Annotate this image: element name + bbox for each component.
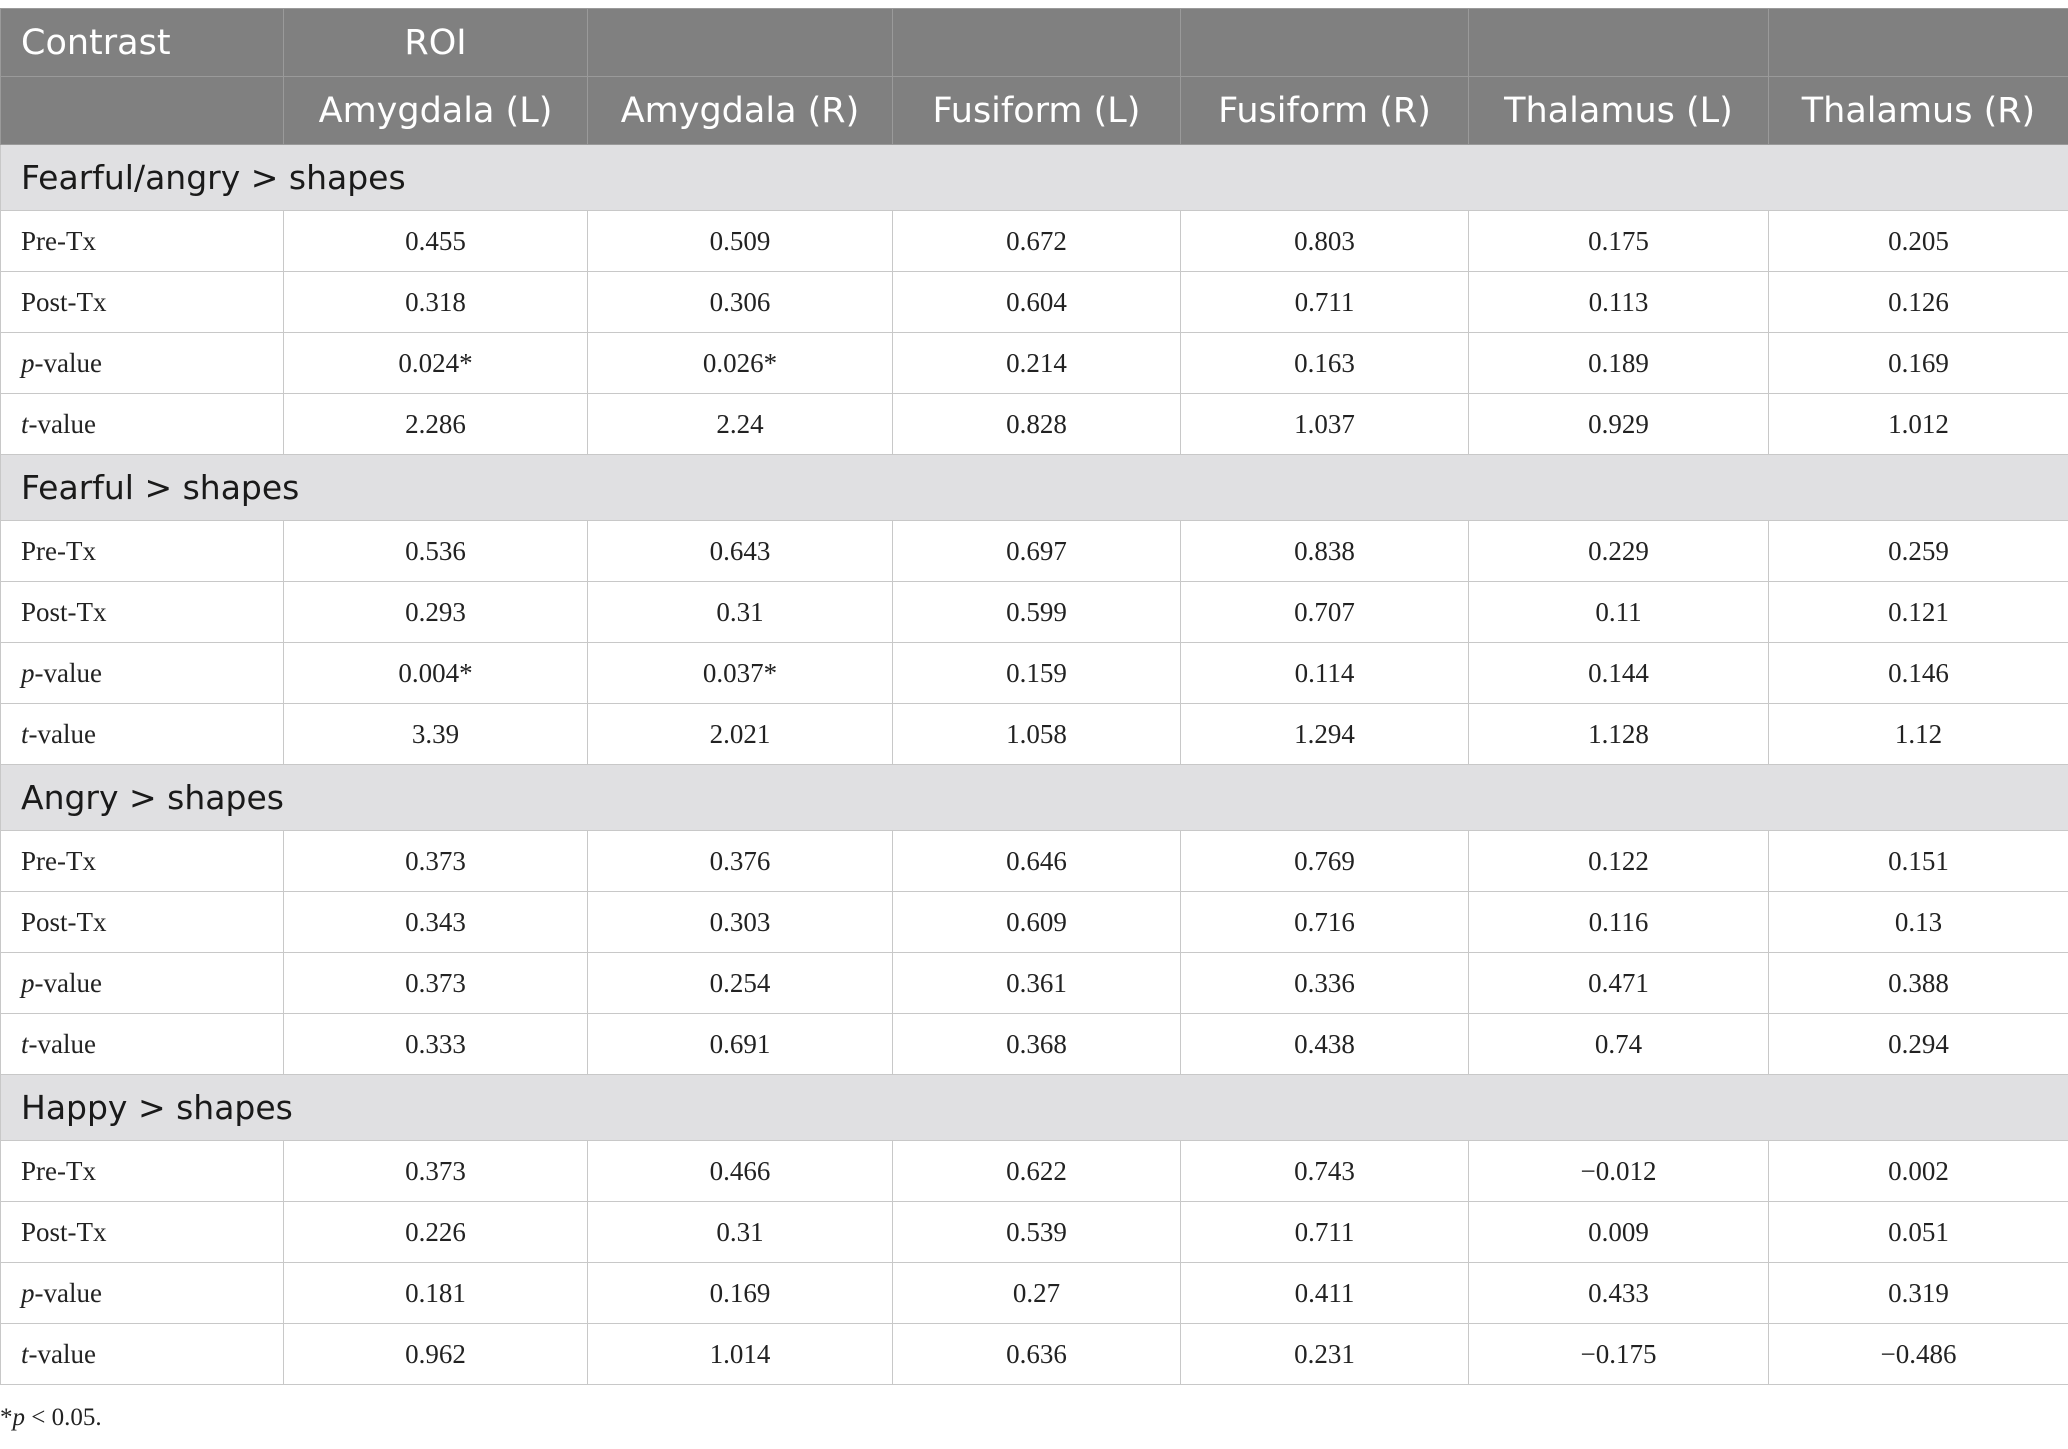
row-label (1, 643, 284, 704)
table-row (1, 953, 2068, 1014)
table-cell: 0.803 (1181, 211, 1469, 272)
table-cell: 0.691 (588, 1014, 893, 1075)
table-cell: 0.159 (893, 643, 1181, 704)
row-label: Post-Tx (1, 1202, 284, 1263)
table-cell: 0.471 (1469, 953, 1769, 1014)
table-row (1, 704, 2068, 765)
header-fusiform-right: Fusiform (R) (1181, 77, 1469, 145)
table-cell: 0.743 (1181, 1141, 1469, 1202)
table-cell: 0.838 (1181, 521, 1469, 582)
table-body (1, 145, 2068, 1385)
table-row (1, 892, 2068, 953)
header-thalamus-left: Thalamus (L) (1469, 77, 1769, 145)
row-label-rest: -value (28, 718, 96, 749)
table-row (1, 1141, 2068, 1202)
table-cell: 0.828 (893, 394, 1181, 455)
table-cell: 0.707 (1181, 582, 1469, 643)
header-amygdala-left: Amygdala (L) (284, 77, 588, 145)
table-row (1, 582, 2068, 643)
section-title: Angry > shapes (1, 765, 2068, 831)
table-cell: 0.646 (893, 831, 1181, 892)
row-label-rest: -value (28, 408, 96, 439)
table-row (1, 211, 2068, 272)
table-cell: 0.024* (284, 333, 588, 394)
table-row (1, 333, 2068, 394)
table-cell: 0.113 (1469, 272, 1769, 333)
table-row (1, 1263, 2068, 1324)
table-row (1, 831, 2068, 892)
table-cell: 0.438 (1181, 1014, 1469, 1075)
table-row (1, 521, 2068, 582)
row-label-rest: -value (28, 1028, 96, 1059)
table-cell: 0.433 (1469, 1263, 1769, 1324)
table-cell: 0.254 (588, 953, 893, 1014)
table-cell: 0.711 (1181, 272, 1469, 333)
header-amygdala-right: Amygdala (R) (588, 77, 893, 145)
row-label (1, 704, 284, 765)
row-label-italic: p (21, 967, 35, 998)
table-cell: 1.058 (893, 704, 1181, 765)
table-cell: 2.24 (588, 394, 893, 455)
table-cell: 0.231 (1181, 1324, 1469, 1385)
footnote (0, 1404, 102, 1432)
row-label (1, 1324, 284, 1385)
row-label-rest: -value (34, 657, 102, 688)
footnote-italic: p (12, 1404, 25, 1431)
table-row (1, 643, 2068, 704)
table-cell: 0.144 (1469, 643, 1769, 704)
section-row (1, 145, 2068, 211)
row-label-italic: t (21, 718, 29, 749)
table-cell: 0.126 (1769, 272, 2068, 333)
table-cell: 0.388 (1769, 953, 2068, 1014)
table-cell: 0.609 (893, 892, 1181, 953)
table-cell: 0.037* (588, 643, 893, 704)
table-cell: 0.205 (1769, 211, 2068, 272)
table-cell: 2.286 (284, 394, 588, 455)
row-label-italic: t (21, 408, 29, 439)
table-cell: 0.306 (588, 272, 893, 333)
table-cell: 0.672 (893, 211, 1181, 272)
table-cell: 0.373 (284, 953, 588, 1014)
table-cell: 0.026* (588, 333, 893, 394)
table-cell: 0.539 (893, 1202, 1181, 1263)
table-cell: 0.27 (893, 1263, 1181, 1324)
row-label-italic: p (21, 347, 35, 378)
section-title: Fearful/angry > shapes (1, 145, 2068, 211)
table-cell: 0.051 (1769, 1202, 2068, 1263)
table-cell: 0.293 (284, 582, 588, 643)
table-cell: 0.169 (1769, 333, 2068, 394)
row-label: Pre-Tx (1, 831, 284, 892)
table-cell: 0.599 (893, 582, 1181, 643)
section-row (1, 1075, 2068, 1141)
header-contrast: Contrast (1, 9, 284, 77)
results-table-container (0, 8, 2068, 1385)
table-cell: 0.189 (1469, 333, 1769, 394)
table-cell: 0.181 (284, 1263, 588, 1324)
table-cell: 3.39 (284, 704, 588, 765)
table-cell: 0.229 (1469, 521, 1769, 582)
footnote-star: * (0, 1404, 13, 1431)
table-cell: 0.318 (284, 272, 588, 333)
table-cell: 1.128 (1469, 704, 1769, 765)
table-cell: 0.319 (1769, 1263, 2068, 1324)
table-cell: 0.116 (1469, 892, 1769, 953)
footnote-text: < 0.05. (25, 1404, 102, 1431)
row-label-rest: -value (28, 1338, 96, 1369)
table-cell: 0.294 (1769, 1014, 2068, 1075)
table-cell: 0.11 (1469, 582, 1769, 643)
table-cell: 0.214 (893, 333, 1181, 394)
header-empty (1181, 9, 1469, 77)
table-cell: 0.31 (588, 1202, 893, 1263)
table-cell: 0.711 (1181, 1202, 1469, 1263)
table-cell: −0.175 (1469, 1324, 1769, 1385)
table-cell: 0.373 (284, 831, 588, 892)
row-label-rest: -value (34, 347, 102, 378)
table-cell: −0.012 (1469, 1141, 1769, 1202)
section-title: Fearful > shapes (1, 455, 2068, 521)
table-cell: 0.74 (1469, 1014, 1769, 1075)
table-cell: 0.536 (284, 521, 588, 582)
table-cell: 0.146 (1769, 643, 2068, 704)
table-cell: 0.004* (284, 643, 588, 704)
table-row (1, 272, 2068, 333)
row-label (1, 333, 284, 394)
header-empty (1769, 9, 2068, 77)
table-row (1, 1014, 2068, 1075)
table-cell: 0.226 (284, 1202, 588, 1263)
table-cell: 1.294 (1181, 704, 1469, 765)
table-cell: 0.336 (1181, 953, 1469, 1014)
section-title: Happy > shapes (1, 1075, 2068, 1141)
table-cell: 0.455 (284, 211, 588, 272)
row-label (1, 953, 284, 1014)
table-cell: 0.411 (1181, 1263, 1469, 1324)
row-label: Pre-Tx (1, 1141, 284, 1202)
table-row (1, 394, 2068, 455)
row-label-italic: t (21, 1338, 29, 1369)
table-cell: 0.31 (588, 582, 893, 643)
header-thalamus-right: Thalamus (R) (1769, 77, 2068, 145)
table-cell: 0.002 (1769, 1141, 2068, 1202)
table-cell: 0.163 (1181, 333, 1469, 394)
table-cell: 0.13 (1769, 892, 2068, 953)
row-label: Post-Tx (1, 582, 284, 643)
table-header (1, 9, 2068, 145)
table-cell: 0.121 (1769, 582, 2068, 643)
table-cell: 0.373 (284, 1141, 588, 1202)
row-label (1, 1014, 284, 1075)
table-cell: 0.114 (1181, 643, 1469, 704)
table-cell: 2.021 (588, 704, 893, 765)
table-cell: 0.175 (1469, 211, 1769, 272)
table-cell: 0.343 (284, 892, 588, 953)
table-cell: 0.151 (1769, 831, 2068, 892)
table-cell: 0.303 (588, 892, 893, 953)
table-row (1, 1324, 2068, 1385)
table-cell: 0.509 (588, 211, 893, 272)
row-label: Pre-Tx (1, 211, 284, 272)
table-cell: 1.037 (1181, 394, 1469, 455)
table-cell: 0.643 (588, 521, 893, 582)
table-cell: 0.962 (284, 1324, 588, 1385)
row-label-italic: p (21, 657, 35, 688)
table-cell: 0.929 (1469, 394, 1769, 455)
header-roi: ROI (284, 9, 588, 77)
table-cell: 0.769 (1181, 831, 1469, 892)
header-empty (1469, 9, 1769, 77)
table-cell: 1.012 (1769, 394, 2068, 455)
header-row-top (1, 9, 2068, 77)
table-cell: 1.014 (588, 1324, 893, 1385)
row-label-italic: p (21, 1277, 35, 1308)
table-cell: 0.169 (588, 1263, 893, 1324)
row-label: Post-Tx (1, 272, 284, 333)
row-label-italic: t (21, 1028, 29, 1059)
table-cell: 1.12 (1769, 704, 2068, 765)
row-label: Post-Tx (1, 892, 284, 953)
table-cell: 0.259 (1769, 521, 2068, 582)
table-cell: 0.636 (893, 1324, 1181, 1385)
section-row (1, 455, 2068, 521)
table-cell: 0.622 (893, 1141, 1181, 1202)
row-label (1, 1263, 284, 1324)
section-row (1, 765, 2068, 831)
header-empty (893, 9, 1181, 77)
table-cell: 0.333 (284, 1014, 588, 1075)
table-cell: 0.697 (893, 521, 1181, 582)
table-cell: −0.486 (1769, 1324, 2068, 1385)
table-cell: 0.376 (588, 831, 893, 892)
table-cell: 0.466 (588, 1141, 893, 1202)
header-row-regions (1, 77, 2068, 145)
row-label: Pre-Tx (1, 521, 284, 582)
header-fusiform-left: Fusiform (L) (893, 77, 1181, 145)
header-empty (588, 9, 893, 77)
row-label-rest: -value (34, 967, 102, 998)
header-empty (1, 77, 284, 145)
row-label (1, 394, 284, 455)
table-cell: 0.716 (1181, 892, 1469, 953)
table-cell: 0.368 (893, 1014, 1181, 1075)
table-row (1, 1202, 2068, 1263)
roi-results-table (0, 8, 2068, 1385)
table-cell: 0.604 (893, 272, 1181, 333)
table-cell: 0.009 (1469, 1202, 1769, 1263)
row-label-rest: -value (34, 1277, 102, 1308)
table-cell: 0.122 (1469, 831, 1769, 892)
table-cell: 0.361 (893, 953, 1181, 1014)
